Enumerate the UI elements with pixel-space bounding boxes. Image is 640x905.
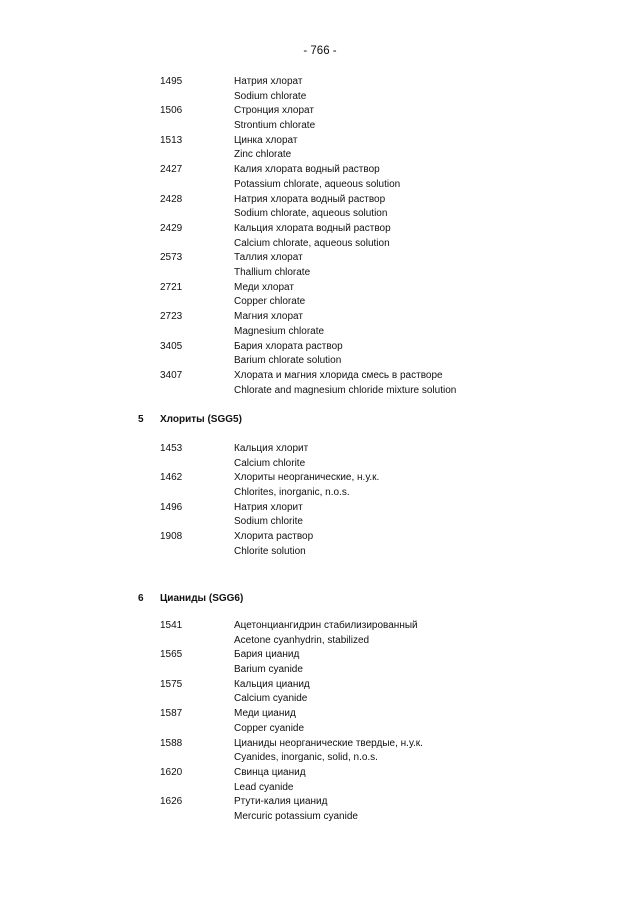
name-russian: Цианиды неорганические твердые, н.у.к. bbox=[234, 737, 423, 749]
name-russian: Кальция хлорит bbox=[234, 443, 309, 454]
un-number: 1620 bbox=[160, 766, 183, 778]
substance-names bbox=[234, 795, 600, 824]
name-russian: Хлориты неорганические, н.у.к. bbox=[234, 472, 380, 484]
un-number: 1495 bbox=[160, 76, 183, 87]
list-item bbox=[160, 163, 600, 192]
un-number: 1565 bbox=[160, 649, 183, 661]
substance-names bbox=[234, 530, 600, 559]
un-number: 1496 bbox=[160, 501, 183, 513]
name-russian: Стронция хлорат bbox=[234, 105, 314, 117]
un-number: 1506 bbox=[160, 105, 183, 117]
chlorites-list bbox=[160, 442, 600, 560]
name-english: Lead cyanide bbox=[234, 781, 294, 793]
name-russian: Ртути-калия цианид bbox=[234, 796, 328, 808]
substance-names bbox=[234, 619, 600, 648]
name-russian: Бария хлората раствор bbox=[234, 340, 343, 352]
substance-names bbox=[234, 340, 600, 369]
list-item bbox=[160, 134, 600, 163]
name-english: Sodium chlorite bbox=[234, 516, 303, 528]
substance-names bbox=[234, 501, 600, 530]
list-item bbox=[160, 648, 600, 677]
name-russian: Натрия хлората водный раствор bbox=[234, 193, 386, 205]
list-item bbox=[160, 795, 600, 824]
name-english: Barium cyanide bbox=[234, 663, 303, 675]
un-number: 1453 bbox=[160, 443, 183, 454]
list-item bbox=[160, 737, 600, 766]
name-english: Copper chlorate bbox=[234, 296, 306, 308]
name-english: Zinc chlorate bbox=[234, 149, 292, 161]
name-english: Calcium cyanide bbox=[234, 693, 308, 705]
name-english: Mercuric potassium cyanide bbox=[234, 810, 358, 822]
un-number: 1513 bbox=[160, 134, 183, 146]
un-number: 1626 bbox=[160, 796, 183, 808]
name-russian: Кальция хлората водный раствор bbox=[234, 222, 391, 234]
un-number: 1587 bbox=[160, 708, 183, 720]
list-item bbox=[160, 251, 600, 280]
name-russian: Хлората и магния хлорида смесь в растворе bbox=[234, 369, 443, 381]
name-russian: Натрия хлорит bbox=[234, 501, 303, 513]
section-title: Хлориты (SGG5) bbox=[160, 414, 242, 425]
substance-names bbox=[234, 251, 600, 280]
substance-names bbox=[234, 134, 600, 163]
name-english: Calcium chlorate, aqueous solution bbox=[234, 237, 390, 249]
name-english: Chlorate and magnesium chloride mixture solution bbox=[234, 384, 457, 396]
name-english: Chlorites, inorganic, n.o.s. bbox=[234, 486, 350, 498]
name-english: Sodium chlorate bbox=[234, 90, 307, 102]
substance-names bbox=[234, 766, 600, 795]
name-russian: Хлорита раствор bbox=[234, 531, 314, 543]
un-number: 2428 bbox=[160, 193, 183, 205]
section-title: Цианиды (SGG6) bbox=[160, 593, 244, 604]
name-english: Acetone cyanhydrin, stabilized bbox=[234, 634, 370, 646]
name-english: Potassium chlorate, aqueous solution bbox=[234, 178, 401, 190]
name-english: Copper cyanide bbox=[234, 722, 305, 734]
name-russian: Бария цианид bbox=[234, 649, 300, 661]
name-english: Cyanides, inorganic, solid, n.o.s. bbox=[234, 752, 378, 764]
name-russian: Магния хлорат bbox=[234, 311, 303, 323]
list-item bbox=[160, 442, 600, 471]
substance-names bbox=[234, 707, 600, 736]
name-russian: Натрия хлорат bbox=[234, 76, 303, 87]
list-item bbox=[160, 619, 600, 648]
name-russian: Ацетонциангидрин стабилизированный bbox=[234, 620, 418, 631]
list-item bbox=[160, 766, 600, 795]
un-number: 3405 bbox=[160, 340, 183, 352]
list-item bbox=[160, 310, 600, 339]
page-number: - 766 - bbox=[303, 45, 337, 57]
list-item bbox=[160, 471, 600, 500]
chlorates-list bbox=[160, 75, 600, 398]
name-english: Calcium chlorite bbox=[234, 457, 306, 469]
section-number: 6 bbox=[138, 593, 144, 604]
list-item bbox=[160, 501, 600, 530]
un-number: 1462 bbox=[160, 472, 183, 484]
name-russian: Таллия хлорат bbox=[234, 252, 303, 264]
name-english: Chlorite solution bbox=[234, 545, 306, 557]
un-number: 1908 bbox=[160, 531, 183, 543]
substance-names bbox=[234, 310, 600, 339]
name-russian: Кальция цианид bbox=[234, 678, 310, 690]
list-item bbox=[160, 530, 600, 559]
substance-names bbox=[234, 281, 600, 310]
un-number: 1575 bbox=[160, 678, 183, 690]
name-russian: Меди цианид bbox=[234, 708, 296, 720]
un-number: 2721 bbox=[160, 281, 183, 293]
substance-names bbox=[234, 163, 600, 192]
name-russian: Меди хлорат bbox=[234, 281, 294, 293]
substance-names bbox=[234, 737, 600, 766]
substance-names bbox=[234, 648, 600, 677]
substance-names bbox=[234, 193, 600, 222]
name-russian: Калия хлората водный раствор bbox=[234, 164, 380, 176]
substance-names bbox=[234, 104, 600, 133]
un-number: 2723 bbox=[160, 311, 183, 323]
un-number: 1588 bbox=[160, 737, 183, 749]
un-number: 2429 bbox=[160, 222, 183, 234]
cyanides-list bbox=[160, 619, 600, 825]
substance-names bbox=[234, 678, 600, 707]
list-item bbox=[160, 104, 600, 133]
list-item bbox=[160, 193, 600, 222]
name-english: Sodium chlorate, aqueous solution bbox=[234, 208, 388, 220]
substance-names bbox=[234, 471, 600, 500]
un-number: 2573 bbox=[160, 252, 183, 264]
name-russian: Цинка хлорат bbox=[234, 134, 298, 146]
name-english: Strontium chlorate bbox=[234, 119, 316, 131]
list-item bbox=[160, 678, 600, 707]
substance-names bbox=[234, 222, 600, 251]
list-item bbox=[160, 707, 600, 736]
list-item bbox=[160, 369, 600, 398]
un-number: 3407 bbox=[160, 369, 183, 381]
list-item bbox=[160, 281, 600, 310]
name-russian: Свинца цианид bbox=[234, 766, 306, 778]
substance-names bbox=[234, 75, 600, 104]
name-english: Barium chlorate solution bbox=[234, 355, 342, 367]
un-number: 1541 bbox=[160, 620, 183, 631]
section-number: 5 bbox=[138, 414, 144, 425]
list-item bbox=[160, 75, 600, 104]
name-english: Magnesium chlorate bbox=[234, 325, 325, 337]
un-number: 2427 bbox=[160, 164, 183, 176]
substance-names bbox=[234, 369, 600, 398]
substance-names bbox=[234, 442, 600, 471]
list-item bbox=[160, 340, 600, 369]
list-item bbox=[160, 222, 600, 251]
name-english: Thallium chlorate bbox=[234, 266, 311, 278]
